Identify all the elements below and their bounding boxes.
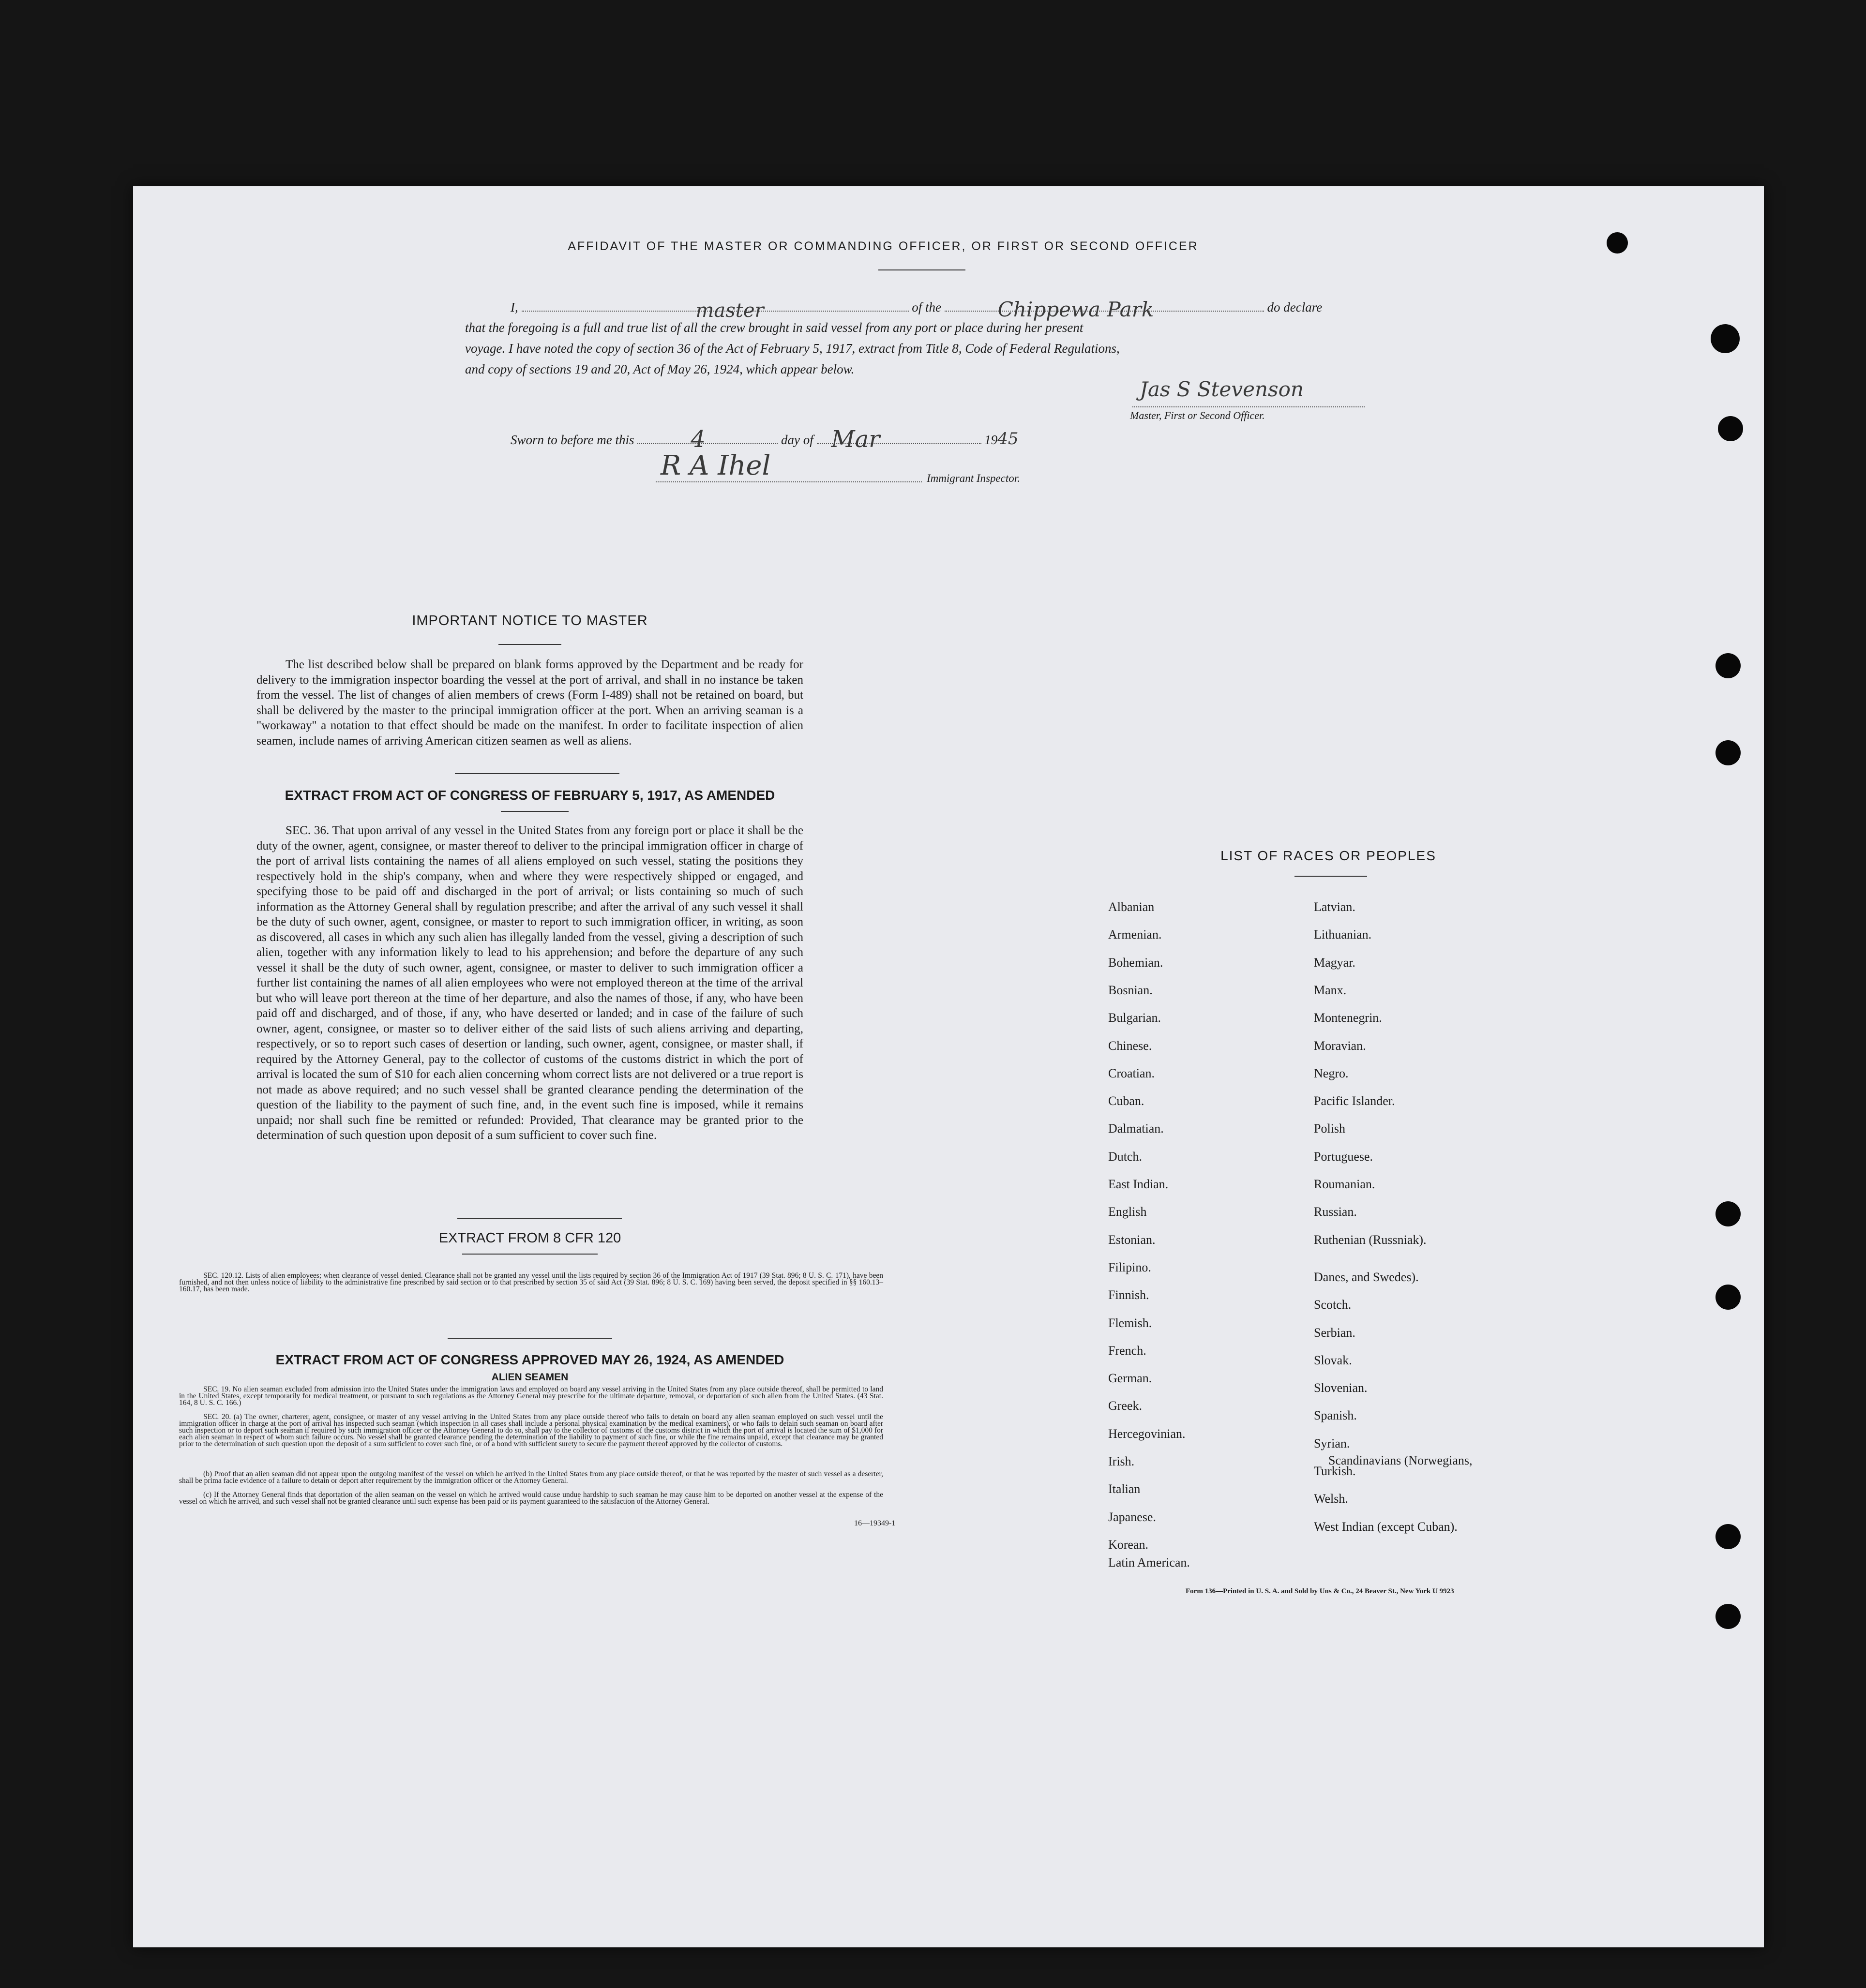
race-item: Estonian. bbox=[1108, 1232, 1156, 1247]
handwritten-name: master bbox=[695, 299, 764, 322]
race-item: Bohemian. bbox=[1108, 955, 1163, 970]
divider bbox=[462, 1254, 598, 1255]
race-item: Ruthenian (Russniak). bbox=[1314, 1232, 1427, 1247]
divider bbox=[455, 773, 619, 774]
binder-hole bbox=[1716, 1201, 1741, 1226]
race-item: Turkish. bbox=[1314, 1464, 1356, 1478]
inspector-line bbox=[656, 481, 922, 482]
divider bbox=[501, 811, 569, 812]
inspector-caption: Immigrant Inspector. bbox=[927, 472, 1020, 484]
race-item: Latin American. bbox=[1108, 1555, 1190, 1569]
race-item: Cuban. bbox=[1108, 1094, 1144, 1108]
handwritten-month: Mar bbox=[831, 426, 880, 453]
alien-seamen-subheading: ALIEN SEAMEN bbox=[491, 1372, 569, 1383]
handwritten-day: 4 bbox=[691, 426, 706, 453]
binder-hole bbox=[1716, 1524, 1741, 1549]
race-item: Magyar. bbox=[1314, 955, 1355, 970]
sec20b-body: (b) Proof that an alien seaman did not appear upon the outgoing manifest of the vessel on which he arrived in the United States from any place outside thereof, or that he was reported by the master of such vessel as a deserter, shall be prima facie evidence of a failure to detain or deport after requirement by the immigration officer or the Attorney General. bbox=[179, 1470, 883, 1485]
race-item: Greek. bbox=[1108, 1399, 1143, 1413]
race-item: English bbox=[1108, 1205, 1147, 1219]
divider bbox=[457, 1218, 622, 1219]
binder-hole bbox=[1607, 232, 1628, 254]
race-item: Danes, and Swedes). bbox=[1314, 1270, 1419, 1284]
race-item: Chinese. bbox=[1108, 1038, 1152, 1053]
race-item: Spanish. bbox=[1314, 1408, 1357, 1423]
day-field bbox=[637, 426, 778, 453]
divider bbox=[448, 1338, 612, 1339]
race-item: Moravian. bbox=[1314, 1038, 1366, 1053]
race-item: Welsh. bbox=[1314, 1492, 1348, 1506]
affidavit-line-3: voyage. I have noted the copy of section 36 of the Act of February 5, 1917, extract from Title 8, Code of Federal Regulations, bbox=[465, 341, 1120, 356]
race-item: Armenian. bbox=[1108, 927, 1162, 942]
i-label: I, bbox=[511, 300, 518, 314]
sworn-label: Sworn to before me this bbox=[511, 433, 634, 447]
vessel-name-field bbox=[945, 298, 1264, 321]
race-item: Flemish. bbox=[1108, 1315, 1152, 1330]
race-item: Albanian bbox=[1108, 900, 1155, 914]
affidavit-line-1 bbox=[511, 297, 1517, 322]
race-item: Filipino. bbox=[1108, 1260, 1151, 1274]
do-declare-label: do declare bbox=[1267, 300, 1323, 314]
binder-hole bbox=[1711, 324, 1740, 353]
binder-hole bbox=[1716, 1604, 1741, 1629]
race-item: Portuguese. bbox=[1314, 1149, 1373, 1164]
handwritten-vessel: Chippewa Park bbox=[997, 298, 1154, 321]
affidavit-line-4: and copy of sections 19 and 20, Act of May 26, 1924, which appear below. bbox=[465, 362, 855, 376]
race-item: French. bbox=[1108, 1343, 1146, 1358]
race-item: Scandinavians (Norwegians, bbox=[1328, 1453, 1473, 1467]
race-item: West Indian (except Cuban). bbox=[1314, 1519, 1458, 1534]
race-item: Dutch. bbox=[1108, 1149, 1143, 1164]
extract-cfr-heading: EXTRACT FROM 8 CFR 120 bbox=[438, 1230, 621, 1246]
race-item: Latvian. bbox=[1314, 900, 1355, 914]
handwritten-inspector: R A Ihel bbox=[661, 450, 771, 481]
binder-hole bbox=[1716, 1285, 1741, 1310]
day-of-label: day of bbox=[781, 433, 813, 447]
affidavit-title: AFFIDAVIT OF THE MASTER OR COMMANDING OFFICER, OR FIRST OR SECOND OFFICER bbox=[568, 239, 1199, 253]
sec19-body: SEC. 19. No alien seaman excluded from admission into the United States under the immigration laws and employed on board any vessel arriving in the United States from any place outside thereof, shall be permitted to land in the United States, except temporarily for medical treatment, or pursuant to such regulations as the Attorney General may prescribe for the ultimate departure, removal, or deportation of such alien from the United States. (43 Stat. 164, 8 U. S. C. 166.) bbox=[179, 1385, 883, 1407]
notice-heading: IMPORTANT NOTICE TO MASTER bbox=[412, 613, 648, 628]
extract-1924-heading: EXTRACT FROM ACT OF CONGRESS APPROVED MAY 26, 1924, AS AMENDED bbox=[275, 1352, 784, 1367]
race-item: Pacific Islander. bbox=[1314, 1094, 1395, 1108]
race-item: Russian. bbox=[1314, 1205, 1357, 1219]
race-item: East Indian. bbox=[1108, 1177, 1169, 1191]
race-item: Finnish. bbox=[1108, 1288, 1149, 1302]
race-item: Bosnian. bbox=[1108, 983, 1153, 997]
sec20c-body: (c) If the Attorney General finds that deportation of the alien seaman on the vessel on which he arrived would cause undue hardship to such seaman he may cause him to be deported on another vessel at the expense of the vessel on which he arrived, and such vessel shall not be granted clearance until such expense has been paid or its payment guaranteed to the satisfaction of the Attorney General. bbox=[179, 1491, 883, 1506]
handwritten-signature: Jas S Stevenson bbox=[1140, 377, 1304, 401]
binder-hole bbox=[1718, 416, 1743, 441]
race-item: Bulgarian. bbox=[1108, 1011, 1161, 1025]
master-caption: Master, First or Second Officer. bbox=[1130, 409, 1265, 421]
race-item: Roumanian. bbox=[1314, 1177, 1375, 1191]
signature-line bbox=[1132, 406, 1365, 407]
divider bbox=[1294, 876, 1367, 877]
race-item: Scotch. bbox=[1314, 1298, 1352, 1312]
sec36-body: SEC. 36. That upon arrival of any vessel in the United States from any foreign port or place it shall be the duty of the owner, agent, consignee, or master thereof to deliver to the principal immigration officer in charge of the port of arrival lists containing the names of all aliens employed on such vessel, stating the positions they respectively hold in the ship's company, when and where they were respectively shipped or engaged, and specifying those to be paid off and discharged in the port of arrival; or lists containing so much of such information as the Attorney General shall by regulation prescribe; and after the arrival of any such vessel it shall be the duty of such owner, agent, consignee, or master to report to such immigration officer, in writing, as soon as discovered, all cases in which any such alien has illegally landed from the vessel, giving a description of such alien, together with any information likely to lead to his apprehension; and before the departure of any such vessel it shall be the duty of such owner, agent, consignee, or master to deliver to such immigration officer a further list containing the names of all alien employees who were not employed thereon at the time of the arrival but who will leave port thereon at the time of her departure, and also the names of those, if any, who have been paid off and discharged, and of those, if any, who have deserted or landed; and in case of the failure of such owner, agent, consignee, or master so to deliver either of the said lists of such aliens arriving and departing, respectively, or so to report such cases of desertion or landing, such owner, agent, consignee, or master shall, if required by the Attorney General, pay to the collector of customs of the customs district in which the port of arrival is located the sum of $10 for each alien concerning whom correct lists are not delivered or a true report is not made as above required; and no such vessel shall be granted clearance pending the determination of the question of the liability to the payment of such fine, and, in the event such fine is imposed, while it remains unpaid; nor shall such fine be remitted or refunded: Provided, That clearance may be granted prior to the determination of such question upon deposit of a sum sufficient to cover such fine. bbox=[256, 824, 803, 1142]
footer-imprint: Form 136—Printed in U. S. A. and Sold by Uns & Co., 24 Beaver St., New York U 9923 bbox=[1186, 1587, 1454, 1595]
race-item: Japanese. bbox=[1108, 1510, 1156, 1524]
race-item: Dalmatian. bbox=[1108, 1121, 1164, 1136]
race-item: Croatian. bbox=[1108, 1066, 1155, 1080]
races-heading: LIST OF RACES OR PEOPLES bbox=[1220, 848, 1436, 863]
month-field bbox=[817, 426, 981, 453]
sec20a-body: SEC. 20. (a) The owner, charterer, agent, consignee, or master of any vessel arriving in the United States from any place outside thereof who fails to detain on board any alien seaman employed on such vessel until the immigration officer in charge at the port of arrival has inspected such seaman (which inspection in all cases shall include a personal physical examination by the medical examiners), or who fails to detain such seaman on board after such inspection or to deport such seaman if required by such immigration officer or the Attorney General to do so, shall pay to the collector of customs of the customs district in which the port of arrival is located the sum of $1,000 for each alien seaman in respect of whom such failure occurs. No vessel shall be granted clearance pending the determination of the liability to payment of such fine, or while the fine remains unpaid, except that clearance may be granted prior to the determination of such question upon the deposit of a sum sufficient to cover such fine, or of a bond with sufficient surety to secure the payment thereof approved by the collector of customs. bbox=[179, 1413, 883, 1448]
race-item: Negro. bbox=[1314, 1066, 1349, 1080]
race-item: Syrian. bbox=[1314, 1436, 1350, 1450]
race-item: Slovak. bbox=[1314, 1353, 1352, 1367]
divider bbox=[498, 644, 561, 645]
form-code: 16—19349-1 bbox=[854, 1519, 896, 1527]
binder-hole bbox=[1716, 740, 1741, 765]
master-name-field bbox=[522, 299, 909, 322]
notice-body: The list described below shall be prepared on blank forms approved by the Department and be ready for delivery to the immigration inspector boarding the vessel at the port of arrival, and shall in no instance be taken from the vessel. The list of changes of alien members of crews (Form I-489) shall not be retained on board, but shall be delivered by the master to the principal immigration officer at the port. When an arriving seaman is a "workaway" a notation to that effect should be made on the manifest. In order to facilitate inspection of alien seamen, include names of arriving American citizen seamen as well as aliens. bbox=[256, 658, 803, 747]
extract-1917-heading: EXTRACT FROM ACT OF CONGRESS OF FEBRUARY 5, 1917, AS AMENDED bbox=[285, 788, 775, 803]
affidavit-line-2: that the foregoing is a full and true list of all the crew brought in said vessel from any port or place during her present bbox=[465, 320, 1083, 335]
race-item: Serbian. bbox=[1314, 1325, 1355, 1340]
race-item: Italian bbox=[1108, 1482, 1141, 1496]
divider bbox=[878, 269, 965, 270]
binder-hole bbox=[1716, 653, 1741, 678]
race-item: Hercegovinian. bbox=[1108, 1426, 1186, 1441]
race-item: German. bbox=[1108, 1371, 1152, 1386]
race-item: Lithuanian. bbox=[1314, 927, 1372, 942]
race-item: Montenegrin. bbox=[1314, 1011, 1382, 1025]
race-item: Korean. bbox=[1108, 1537, 1149, 1552]
year-prefix: 19 bbox=[984, 433, 998, 447]
sworn-line bbox=[511, 426, 1019, 453]
document-page bbox=[133, 186, 1764, 1947]
handwritten-year: 45 bbox=[997, 429, 1019, 448]
race-item: Polish bbox=[1314, 1121, 1346, 1136]
cfr-body: SEC. 120.12. Lists of alien employees; when clearance of vessel denied. Clearance shall not be granted any vessel until the lists required by section 36 of the Immigration Act of 1917 (39 Stat. 896; 8 U. S. C. 171), have been furnished, and not then unless notice of liability to the administrative fine prescribed by said section or to that prescribed by section 35 of said Act (39 Stat. 896; 8 U. S. C. 169) having been served, the deposit specified in §§ 160.13–160.17, has been made. bbox=[179, 1271, 883, 1293]
race-item: Irish. bbox=[1108, 1454, 1135, 1468]
race-item: Manx. bbox=[1314, 983, 1347, 997]
race-item: Slovenian. bbox=[1314, 1381, 1368, 1395]
of-the-label: of the bbox=[912, 300, 941, 314]
